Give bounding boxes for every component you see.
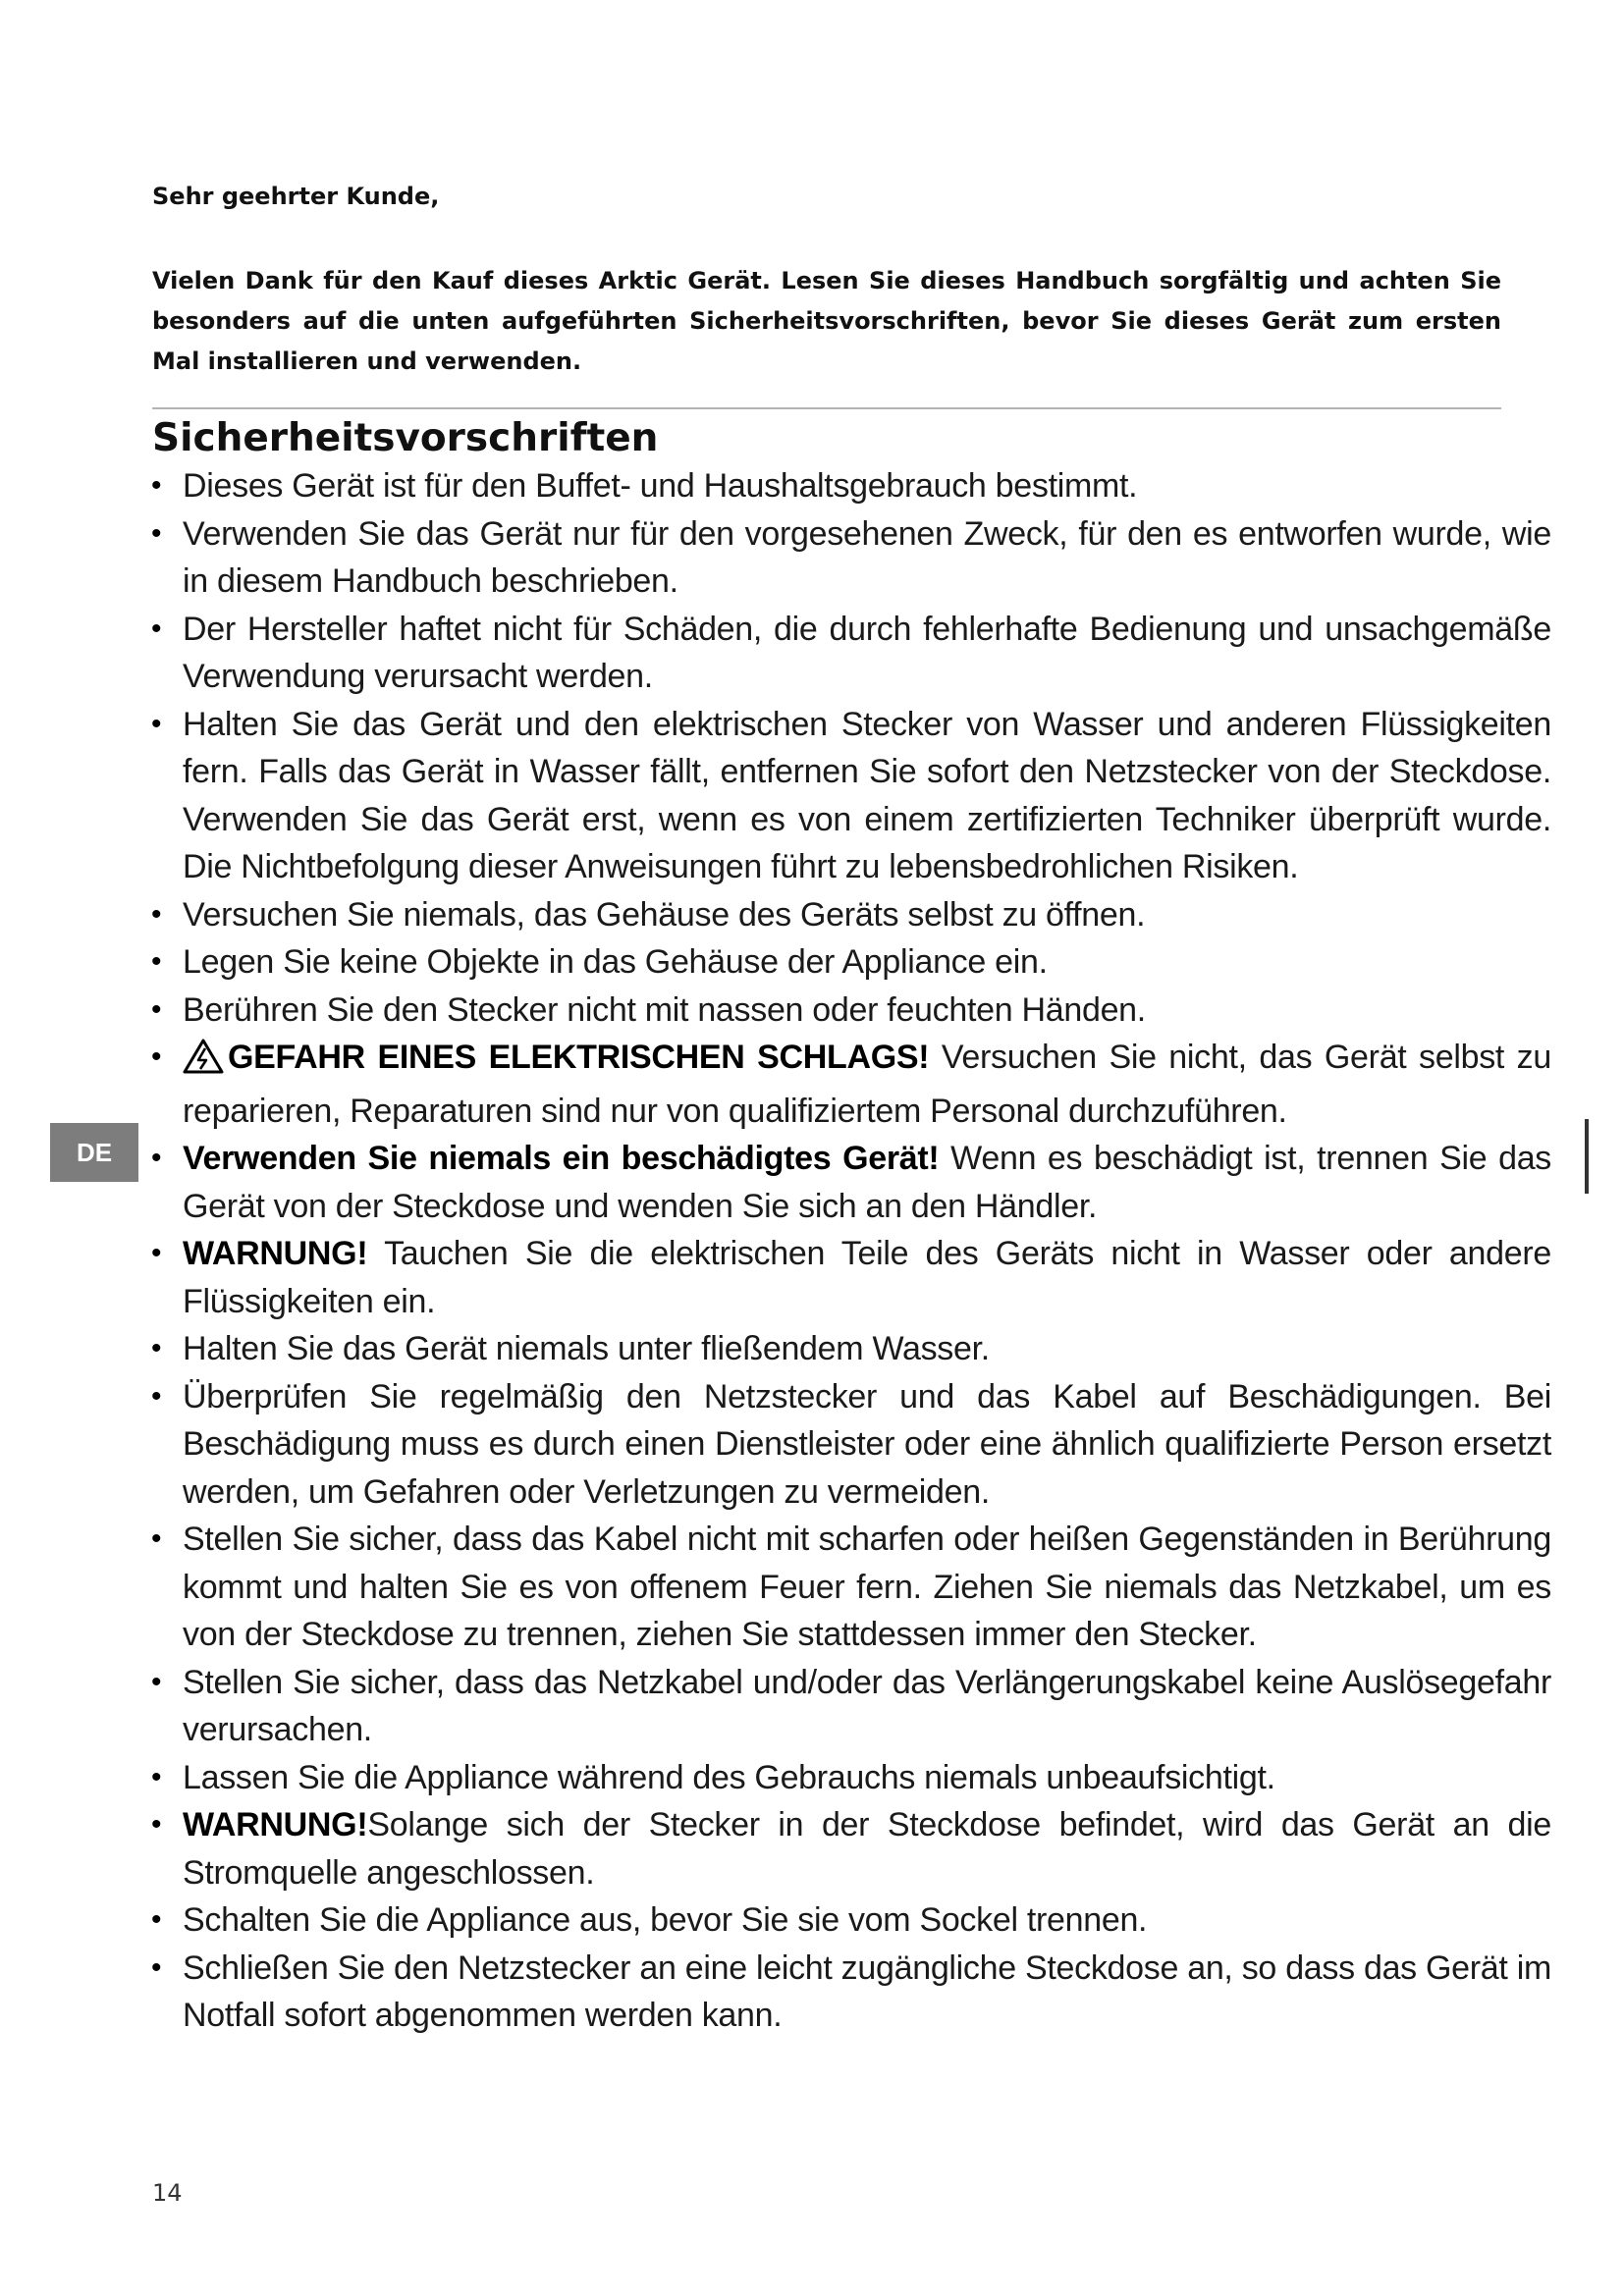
list-item-text: Tauchen Sie die elektrischen Teile des Geräts nicht in Wasser oder andere Flüssigkeiten ein.: [183, 1235, 1551, 1320]
list-item-text: Lassen Sie die Appliance während des Gebrauchs niemals unbeaufsichtigt.: [183, 1758, 1275, 1796]
bullet: •: [151, 707, 162, 740]
page-edge-marker: [1585, 1119, 1589, 1194]
list-item-text: Schließen Sie den Netzstecker an eine leicht zugängliche Steckdose an, so dass das Gerät im Notfall sofort abgenommen werden kann.: [183, 1949, 1551, 2034]
list-item-text: Verwenden Sie das Gerät nur für den vorgesehenen Zweck, für den es entworfen wurde, wie in diesem Handbuch beschrieben.: [183, 514, 1551, 600]
list-item-text: Dieses Gerät ist für den Buffet- und Haushaltsgebrauch bestimmt.: [183, 467, 1138, 505]
list-item: [147, 891, 1551, 939]
bullet: •: [151, 1808, 162, 1841]
divider-line: [152, 407, 1501, 409]
list-item: [147, 1801, 1551, 1896]
bullet: •: [151, 1903, 162, 1936]
list-item: [147, 1135, 1551, 1230]
list-item-text: Halten Sie das Gerät niemals unter fließendem Wasser.: [183, 1330, 990, 1367]
bullet: •: [151, 1041, 162, 1073]
list-item-text: Stellen Sie sicher, dass das Netzkabel und/oder das Verlängerungskabel keine Auslösegefahr verursachen.: [183, 1663, 1551, 1748]
list-item: [147, 462, 1551, 510]
list-item-text: Legen Sie keine Objekte in das Gehäuse der Appliance ein.: [183, 943, 1048, 981]
bullet: •: [151, 1379, 162, 1413]
list-item: [147, 1325, 1551, 1373]
list-item: [147, 1754, 1551, 1802]
list-item-text: Wenn es beschädigt ist, trennen Sie das Gerät von der Steckdose und wenden Sie sich an den Händler.: [183, 1140, 1551, 1225]
section-title: Sicherheitsvorschriften: [152, 416, 659, 460]
bullet: •: [151, 1332, 162, 1364]
list-item: [147, 987, 1551, 1035]
list-item-text: Solange sich der Stecker in der Steckdose befindet, wird das Gerät an die Stromquelle angeschlossen.: [183, 1806, 1551, 1892]
list-item-emphasis: Verwenden Sie niemals ein beschädigtes Gerät!: [183, 1140, 940, 1177]
salutation: Sehr geehrter Kunde,: [152, 183, 440, 210]
safety-rules-list: [147, 462, 1551, 2040]
bullet: •: [151, 1950, 162, 1984]
list-item: [147, 1516, 1551, 1659]
list-item-text: Berühren Sie den Stecker nicht mit nassen oder feuchten Händen.: [183, 990, 1146, 1029]
list-item: [147, 606, 1551, 701]
bullet: •: [151, 1237, 162, 1269]
list-item-text: Versuchen Sie nicht, das Gerät selbst zu reparieren, Reparaturen sind nur von qualifiziertem Personal durchzuführen.: [183, 1039, 1551, 1130]
list-item-text: Versuchen Sie niemals, das Gehäuse des Geräts selbst zu öffnen.: [183, 895, 1146, 934]
list-item: [147, 1945, 1551, 2040]
list-item: [147, 1659, 1551, 1754]
list-item: [147, 1230, 1551, 1325]
list-item-emphasis: WARNUNG!: [183, 1806, 368, 1843]
list-item: [147, 1896, 1551, 1945]
bullet: •: [151, 612, 162, 645]
list-item-text: Stellen Sie sicher, dass das Kabel nicht mit scharfen oder heißen Gegenständen in Berührung kommt und halten Sie es von offenem Feuer fern. Ziehen Sie niemals das Netzkabel, um es von der Steckdose zu trennen, ziehen Sie stattdessen immer den Stecker.: [183, 1521, 1551, 1653]
list-item-text: Überprüfen Sie regelmäßig den Netzstecker und das Kabel auf Beschädigungen. Bei Beschädigung muss es durch einen Dienstleister oder eine ähnlich qualifizierte Person ersetzt werden, um Gefahren oder Verletzungen zu vermeiden.: [183, 1377, 1551, 1511]
bullet: •: [151, 945, 162, 978]
bullet: •: [151, 992, 162, 1026]
bullet: •: [151, 1522, 162, 1555]
list-item: [147, 938, 1551, 987]
intro-paragraph: Vielen Dank für den Kauf dieses Arktic Gerät. Lesen Sie dieses Handbuch sorgfältig und achten Sie besonders auf die unten aufgeführten Sicherheitsvorschriften, bevor Sie dieses Gerät zum ersten Mal installieren und verwenden.: [152, 267, 1501, 375]
list-item: [147, 510, 1551, 606]
page-number: 14: [152, 2179, 183, 2207]
list-item: [147, 1034, 1551, 1135]
list-item-text: Halten Sie das Gerät und den elektrischen Stecker von Wasser und anderen Flüssigkeiten fern. Falls das Gerät in Wasser fällt, entfernen Sie sofort den Netzstecker von der Steckdose. Verwenden Sie das Gerät erst, wenn es von einem zertifizierten Techniker überprüft wurde. Die Nichtbefolgung dieser Anweisungen führt zu lebensbedrohlichen Risiken.: [183, 705, 1551, 885]
bullet: •: [151, 1142, 162, 1174]
list-item-emphasis: GEFAHR EINES ELEKTRISCHEN SCHLAGS!: [228, 1039, 930, 1076]
bullet: •: [151, 469, 162, 502]
bullet: •: [151, 1760, 162, 1793]
electric-hazard-icon: [183, 1039, 224, 1088]
bullet: •: [151, 897, 162, 931]
list-item-text: Der Hersteller haftet nicht für Schäden, die durch fehlerhafte Bedienung und unsachgemäße Verwendung verursacht werden.: [183, 610, 1551, 695]
bullet: •: [151, 1665, 162, 1698]
list-item-emphasis: WARNUNG!: [183, 1235, 368, 1272]
list-item: [147, 701, 1551, 891]
list-item-text: Schalten Sie die Appliance aus, bevor Sie sie vom Sockel trennen.: [183, 1901, 1148, 1939]
list-item: [147, 1373, 1551, 1517]
language-tab: DE: [50, 1123, 138, 1182]
bullet: •: [151, 516, 162, 550]
